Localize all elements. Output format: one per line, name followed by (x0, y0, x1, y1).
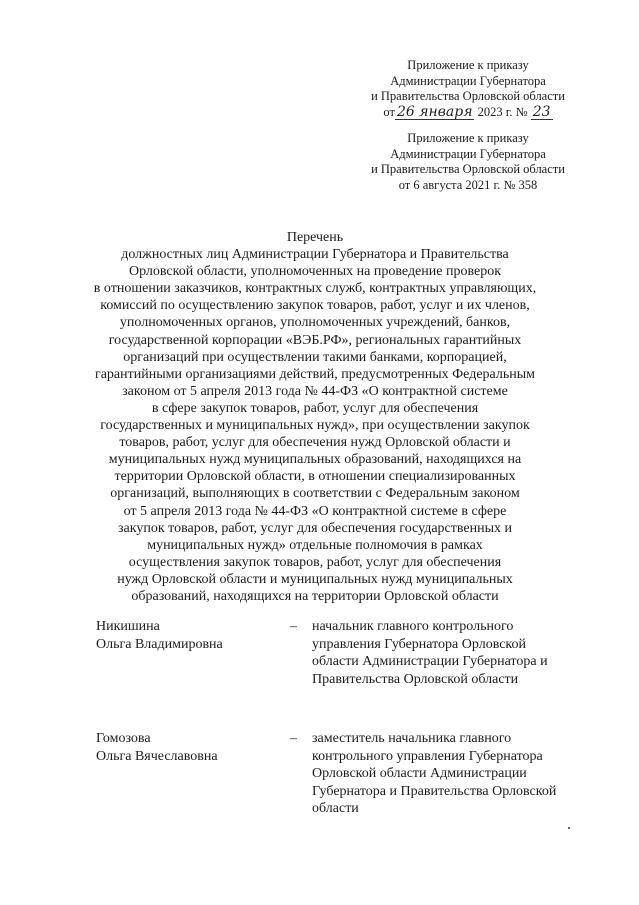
title-line: муниципальных нужд муниципальных образований, находящихся на (108, 452, 522, 468)
person-name (96, 618, 286, 653)
appendix-line: Приложение к приказу (407, 131, 529, 145)
appendix-line: и Правительства Орловской области (371, 89, 565, 103)
title-line: гарантийными организациями действий, предусмотренных Федеральным (94, 366, 536, 382)
title-line: в сфере закупок товаров, работ, услуг для обеспечения (151, 400, 479, 416)
appendix-line: Администрации Губернатора (390, 73, 546, 88)
appendix-line: и Правительства Орловской области (371, 162, 565, 176)
appendix-line: Приложение к приказу (407, 58, 529, 72)
position-line: заместитель начальника главного (312, 731, 512, 746)
handwritten-number: 23 (532, 103, 551, 120)
appendix-line: Администрации Губернатора (390, 146, 546, 161)
title-line: нужд Орловской области и муниципальных нужд муниципальных (117, 571, 513, 587)
person-given-names: Ольга Вячеславовна (96, 748, 218, 764)
position-line: Правительства Орловской области (312, 671, 519, 687)
position-line: области Администрации Губернатора и (312, 654, 548, 670)
title-line: государственной корпорации «ВЭБ.РФ», региональных гарантийных (108, 332, 522, 348)
position-line: начальник главного контрольного (312, 619, 514, 634)
appendix-date-line (340, 105, 596, 121)
title-line: осуществления закупок товаров, работ, услуг для обеспечения (128, 554, 502, 570)
dash-separator: – (290, 731, 297, 746)
position-line: управления Губернатора Орловской (312, 636, 527, 652)
position-line: Орловской области Администрации (312, 766, 527, 782)
date-year: 2023 г. № (477, 104, 528, 119)
handwritten-date: 26 января (396, 103, 473, 120)
title-line: закупок товаров, работ, услуг для обеспечения государственных и (118, 520, 512, 536)
title-line: территории Орловской области, в отношении специализированных (114, 469, 516, 485)
appendix-line: от 6 августа 2021 г. № 358 (398, 177, 538, 192)
title-line: комиссий по осуществлению закупок товаров, работ, услуг и их членов, (100, 298, 530, 314)
title-line: товаров, работ, услуг для обеспечения нужд Орловской области и (119, 435, 511, 451)
date-prefix: от (383, 104, 395, 119)
appendix-header-current (340, 58, 596, 120)
title-line: в отношении заказчиков, контрактных служб, контрактных управляющих, (93, 281, 537, 297)
title-line: должностных лиц Администрации Губернатора и Правительства (121, 247, 509, 263)
position-line: контрольного управления Губернатора (312, 748, 543, 764)
title-line: организаций, выполняющих в соответствии с Федеральным законом (110, 486, 520, 502)
title-line: Орловской области, уполномоченных на проведение проверок (128, 264, 502, 280)
person-position (312, 730, 596, 818)
person-surname: Никишина (96, 619, 160, 634)
dash-separator: – (290, 619, 297, 634)
scan-speck (568, 827, 570, 829)
title-line: от 5 апреля 2013 года № 44-ФЗ «О контрактной системе в сфере (123, 503, 507, 519)
title-line: государственных и муниципальных нужд», при осуществлении закупок (100, 418, 530, 434)
person-name (96, 730, 286, 765)
title-line: уполномоченных органов, уполномоченных учреждений, банков, (119, 315, 511, 331)
position-line: области (312, 801, 359, 817)
person-surname: Гомозова (96, 731, 151, 746)
person-position (312, 618, 596, 688)
document-title (72, 229, 558, 605)
title-line: образований, находящихся на территории Орловской области (131, 588, 499, 604)
title-line: организаций при осуществлении такими банками, корпорацией, (123, 349, 507, 365)
person-given-names: Ольга Владимировна (96, 636, 223, 652)
title-heading: Перечень (286, 230, 344, 245)
position-line: Губернатора и Правительства Орловской (312, 783, 557, 799)
title-line: муниципальных нужд» отдельные полномочия в рамках (147, 537, 483, 553)
title-line: законом от 5 апреля 2013 года № 44-ФЗ «О контрактной системе (122, 383, 508, 399)
appendix-header-previous (340, 131, 596, 193)
